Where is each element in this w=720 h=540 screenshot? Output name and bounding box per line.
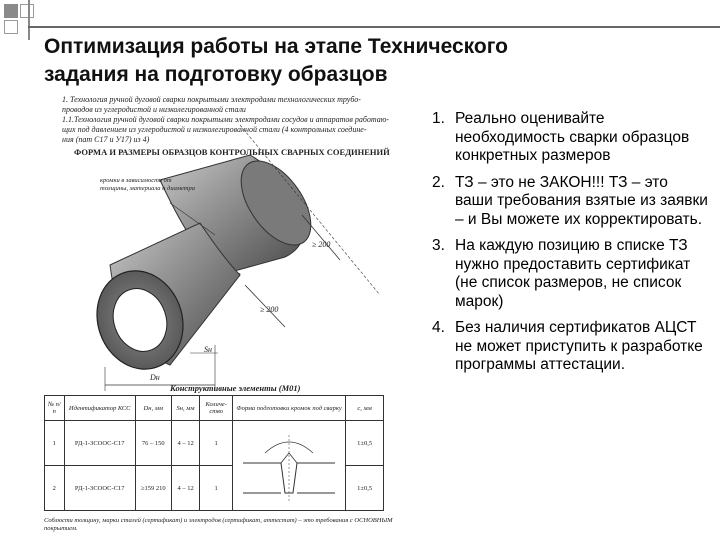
corner-square-decoration [20, 4, 34, 18]
list-item [432, 174, 708, 230]
elements-table [44, 395, 384, 511]
list-number: 4. [432, 319, 445, 336]
table-cell: РД-1-ЗСООС-С17 [64, 421, 135, 466]
document-scan [40, 95, 420, 540]
table-title: Конструктивные элементы (М01) [170, 383, 301, 393]
table-cell: РД-1-ЗСООС-С17 [64, 466, 135, 511]
header-rule [28, 26, 720, 28]
dimension-label: ≥ 200 [260, 305, 279, 314]
table-header-cell: Dн, мм [135, 396, 171, 421]
table-cell: 1±0,5 [346, 466, 384, 511]
intro-line: 1. Технология ручной дуговой сварки покрытыми электродами технологических трубо- [62, 95, 361, 104]
pipe-drawing [40, 95, 420, 395]
intro-line: щих под давлением из углеродистой и низколегированной стали (4 контрольных соедине- [62, 125, 367, 134]
table-header-cell: Форма подготовки кромок под сварку [232, 396, 345, 421]
intro-line: проводов из углеродистой и низколегированной стали [62, 105, 246, 114]
list-item [432, 237, 708, 311]
table-cell: 1 [45, 421, 65, 466]
list-number: 2. [432, 173, 445, 191]
list-text: На каждую позицию в списке ТЗ нужно предоставить сертификат (не список размеров, не список марок) [455, 237, 691, 310]
weld-preparation-cell [232, 421, 345, 511]
intro-line: 1.1.Технология ручной дуговой сварки покрытыми электродами сосудов и аппаратов работаю- [62, 115, 390, 124]
dimension-label: Sн [204, 345, 212, 354]
title-line-2: задания на подготовку образцов [44, 63, 388, 86]
recommendations-list [432, 110, 708, 383]
table-cell: 2 [45, 466, 65, 511]
drawing-caption: ФОРМА И РАЗМЕРЫ ОБРАЗЦОВ КОНТРОЛЬНЫХ СВАРНЫХ СОЕДИНЕНИЙ [74, 147, 390, 157]
dimension-label: Dн [150, 373, 160, 382]
table-header-cell: c, мм [346, 396, 384, 421]
list-item [432, 319, 708, 375]
corner-square-decoration [4, 4, 18, 18]
list-text: Без наличия сертификатов АЦСТ не может приступить к разработке программы аттестации. [455, 319, 703, 373]
vertical-rule [28, 0, 30, 40]
table-cell: ≥159 210 [135, 466, 171, 511]
list-text: Реально оценивайте необходимость сварки образцов конкретных размеров [455, 110, 690, 164]
list-text: ТЗ – это не ЗАКОН!!! ТЗ – это ваши требования взятые из заявки – и Вы можете их корректировать. [455, 173, 708, 228]
table-cell: 4 – 12 [171, 466, 200, 511]
list-number: 1. [432, 110, 445, 127]
corner-square-decoration [4, 20, 18, 34]
intro-line: ния (пат С17 и У17) из 4) [62, 135, 150, 144]
table-cell: 1 [200, 466, 233, 511]
table-header-cell: № п/п [45, 396, 65, 421]
list-number: 3. [432, 237, 445, 254]
table-header-cell: Количе-ство [200, 396, 233, 421]
table-footnote: Соблюсти толщину, марки сталей (сертификат) и электродов (сертификат, аттестат) – это требования с ОСНОВНЫМ покрытием. [44, 517, 393, 532]
dimension-label: ≥ 200 [312, 240, 331, 249]
table-cell: 1 [200, 421, 233, 466]
table-cell: 76 – 150 [135, 421, 171, 466]
slide-title [44, 33, 604, 89]
table-header-row [45, 396, 384, 421]
table-header-cell: Sн, мм [171, 396, 200, 421]
table-header-cell: Идентификатор КСС [64, 396, 135, 421]
table-cell: 1±0,5 [346, 421, 384, 466]
title-line-1: Оптимизация работы на этапе Технического [44, 35, 509, 58]
drawing-note: кромки в зависимости от толщины, материала и диаметра [100, 177, 195, 192]
table-cell: 4 – 12 [171, 421, 200, 466]
list-item [432, 110, 708, 166]
table-row [45, 421, 384, 466]
weld-groove-sketch [235, 423, 343, 507]
